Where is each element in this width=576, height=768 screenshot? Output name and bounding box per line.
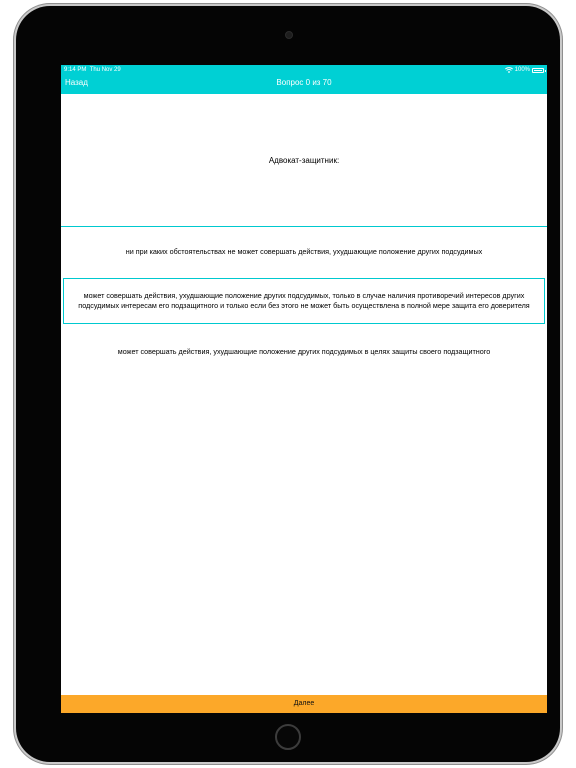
front-camera: [285, 31, 293, 39]
question-divider: [61, 226, 547, 227]
answer-option-2[interactable]: может совершать действия, ухудшающие положение других подсудимых, только в случае наличия противоречий интересов других подсудимых интересам его подзащитного и только если без этого не может быть осуществлена в полной мере защита его доверителя: [63, 278, 545, 324]
back-button[interactable]: Назад: [65, 78, 88, 87]
status-time: 9:14 PM: [64, 67, 87, 73]
status-time-date: [64, 67, 121, 74]
status-indicators: [505, 66, 544, 74]
battery-level: [534, 70, 542, 71]
next-button[interactable]: Далее: [61, 695, 547, 713]
wifi-icon: [505, 67, 513, 73]
answer-option-3[interactable]: может совершать действия, ухудшающие положение других подсудимых в целях защиты своего подзащитного: [117, 347, 491, 356]
ipad-frame: [16, 6, 560, 762]
page-title: Вопрос 0 из 70: [276, 78, 332, 87]
question-text: Адвокат-защитник:: [268, 156, 340, 165]
app-screen: [61, 65, 547, 713]
battery-icon: [532, 68, 544, 73]
home-button[interactable]: [275, 724, 301, 750]
navigation-bar: [61, 65, 547, 94]
battery-percent: 100%: [514, 67, 530, 73]
status-date: Thu Nov 29: [89, 67, 121, 73]
answer-option-1[interactable]: ни при каких обстоятельствах не может совершать действия, ухудшающие положение других подсудимых: [125, 247, 483, 256]
